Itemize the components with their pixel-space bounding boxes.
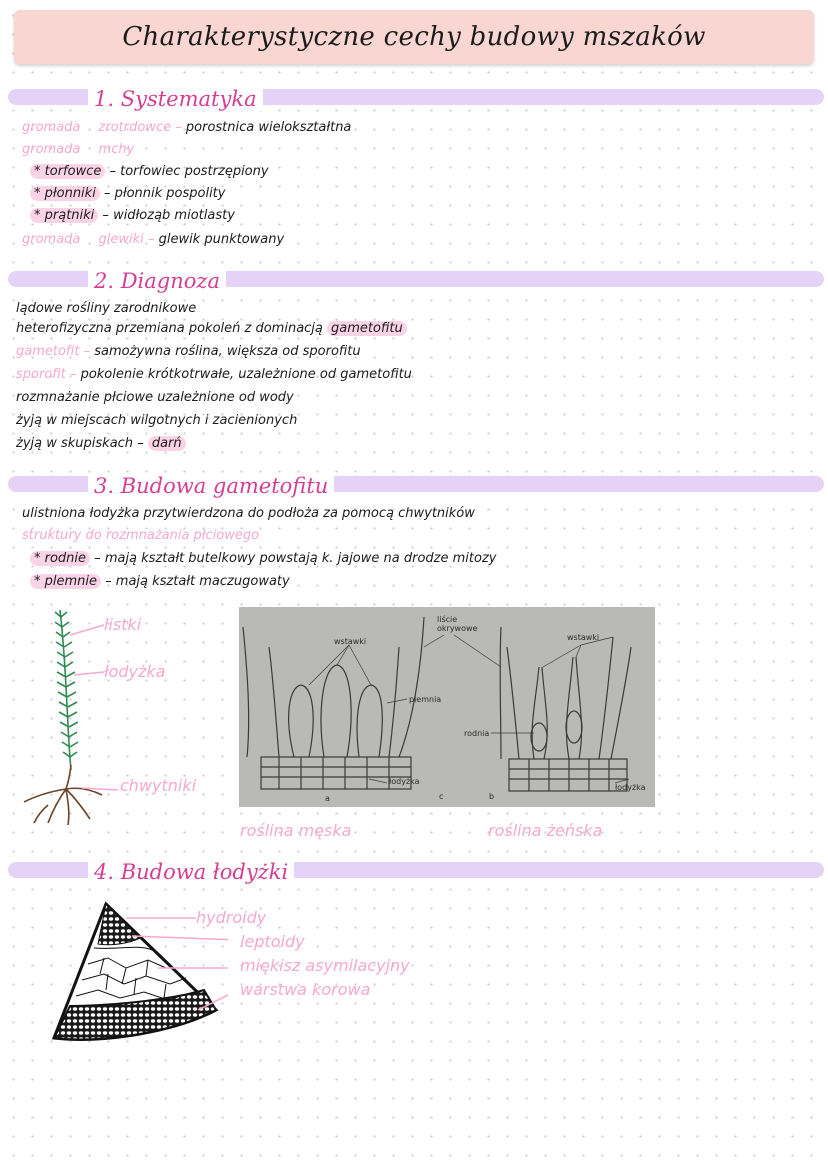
- label-miekisz: miękisz asymilacyjny: [240, 956, 410, 975]
- section-1-line-1: gromada zrotrdowce – porostnica wielokształtna: [22, 120, 352, 135]
- line-text: mają kształt maczugowaty: [115, 574, 290, 589]
- section-1-line-3: * torfowce – torfowiec postrzępiony: [30, 163, 269, 181]
- line-term: mchy: [98, 142, 135, 157]
- bullet: *: [34, 186, 41, 201]
- section-2-line-7: żyją w skupiskach – darń: [16, 435, 186, 453]
- section-3-heading: 3. Budowa gametofitu: [88, 474, 334, 498]
- line-label: gromada: [22, 142, 81, 157]
- label-leptoidy: leptoidy: [240, 932, 305, 951]
- section-2-line-2: [16, 320, 407, 338]
- label-chwytniki: chwytniki: [120, 776, 197, 795]
- section-1-line-6: gromada glewiki – glewik punktowany: [22, 232, 285, 247]
- line-text: lądowe rośliny zarodnikowe: [16, 301, 197, 316]
- label-listki: listki: [104, 615, 142, 634]
- photo-label-lodyzka-left: łodyżka: [389, 777, 420, 786]
- line-term: * plemnie: [30, 574, 101, 589]
- line-term: gametofit: [16, 344, 80, 359]
- roots: [24, 765, 102, 825]
- line-text: płonnik pospolity: [114, 186, 226, 201]
- section-1-line-2: [22, 141, 134, 159]
- line-label: gromada: [22, 232, 81, 247]
- line-text: torfowiec postrzępiony: [120, 164, 269, 179]
- gametophyte-photo: [239, 607, 655, 807]
- line-term: glewiki: [98, 232, 144, 247]
- line-text: ulistniona łodyżka przytwierdzona do podłoża za pomocą chwytników: [22, 506, 475, 521]
- line-text: pokolenie krótkotrwałe, uzależnione od gametofitu: [80, 367, 412, 382]
- caption-male-plant: roślina męska: [240, 821, 352, 840]
- line-text: widłoząb miotlasty: [113, 208, 235, 223]
- label-warstwa-korowa: warstwa korowa: [240, 980, 371, 999]
- line-term: sporofit: [16, 367, 66, 382]
- line-text: glewik punktowany: [158, 232, 285, 247]
- photo-label-liscie: liście okrywowe: [437, 615, 478, 633]
- section-1-line-4: * płonniki – płonnik pospolity: [30, 185, 225, 203]
- line-text: porostnica wielokształtna: [185, 120, 352, 135]
- section-3-line-1: [22, 505, 475, 523]
- line-term: prątniki: [44, 208, 95, 223]
- section-1-heading: 1. Systematyka: [88, 87, 263, 111]
- section-4-heading: 4. Budowa łodyżki: [88, 860, 294, 884]
- section-1-line-5: * prątniki – widłoząb miotlasty: [30, 207, 235, 225]
- line-text: samożywna roślina, większa od sporofitu: [94, 344, 361, 359]
- section-3-line-4: * plemnie – mają kształt maczugowaty: [30, 573, 290, 591]
- section-2-line-3: gametofit – samożywna roślina, większa od sporofitu: [16, 344, 361, 359]
- line-term: torfowce: [44, 164, 102, 179]
- section-2-line-1: [16, 300, 196, 318]
- page-title: Charakterystyczne cechy budowy mszaków: [122, 22, 706, 52]
- line-text: mają kształt butelkowy powstają k. jajowe na drodze mitozy: [104, 551, 497, 566]
- photo-label-rodnia: rodnia: [464, 729, 490, 738]
- section-3-line-3: * rodnie – mają kształt butelkowy powstają k. jajowe na drodze mitozy: [30, 550, 496, 568]
- photo-label-b: b: [489, 792, 495, 801]
- photo-label-wstawki-right: wstawki: [567, 633, 600, 642]
- line-text: rozmnażanie płciowe uzależnione od wody: [16, 390, 294, 405]
- photo-label-c: c: [439, 792, 444, 801]
- bullet: *: [34, 164, 41, 179]
- line-term: zrotrdowce: [98, 120, 172, 135]
- line-term: płonniki: [44, 186, 96, 201]
- highlight-term: gametofitu: [327, 321, 407, 336]
- line-term: * rodnie: [30, 551, 90, 566]
- section-2-heading: 2. Diagnoza: [88, 269, 226, 293]
- caption-female-plant: roślina żeńska: [488, 821, 603, 840]
- line-text: heterofizyczna przemiana pokoleń z dominacją: [16, 321, 323, 336]
- line-text: żyją w skupiskach: [16, 436, 134, 451]
- moss-plant-illustration: [18, 605, 118, 830]
- section-2-line-4: sporofit – pokolenie krótkotrwałe, uzależnione od gametofitu: [16, 367, 412, 382]
- line-text: żyją w miejscach wilgotnych i zacienionych: [16, 413, 298, 428]
- line-label: gromada: [22, 120, 81, 135]
- label-hydroidy: hydroidy: [196, 908, 267, 927]
- photo-label-lodyzka-right: łodyżka: [615, 783, 646, 792]
- bullet: *: [34, 208, 41, 223]
- photo-label-plemnia: plemnia: [409, 695, 442, 704]
- section-2-line-6: [16, 412, 297, 430]
- title-banner: [14, 10, 814, 64]
- line-term: struktury do rozmnażania płciowego: [22, 528, 260, 543]
- photo-label-wstawki-left: wstawki: [334, 637, 367, 646]
- section-3-line-2: [22, 527, 259, 545]
- label-lodyzka: łodyżka: [104, 662, 166, 681]
- photo-label-a: a: [325, 794, 330, 803]
- section-2-line-5: [16, 389, 294, 407]
- highlight-term: darń: [148, 436, 186, 451]
